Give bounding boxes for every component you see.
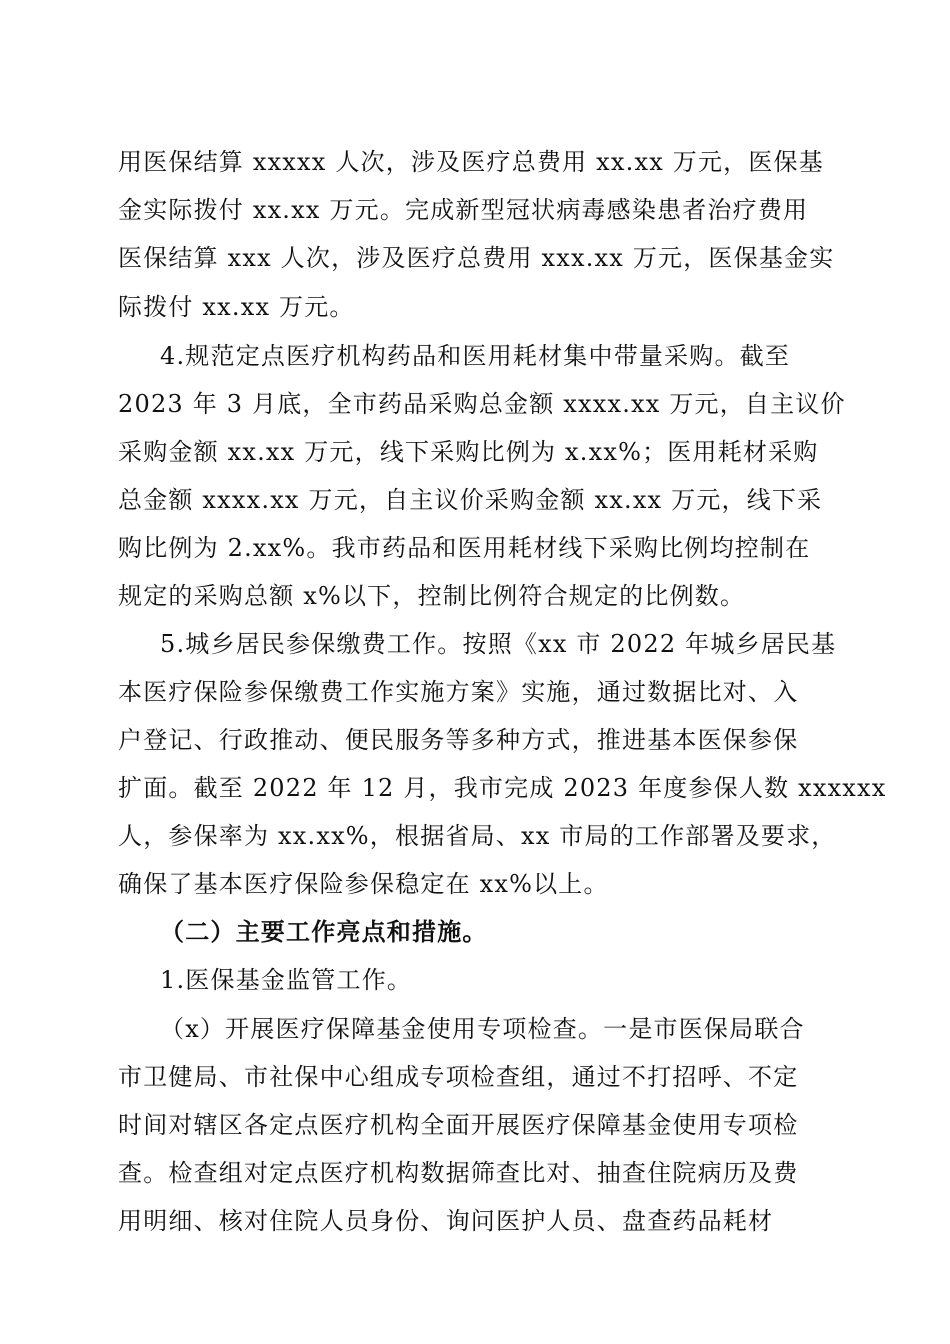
text-line: 本医疗保险参保缴费工作实施方案》实施，通过数据比对、入 bbox=[118, 678, 799, 706]
text-line: 人，参保率为 xx.xx%，根据省局、xx 市局的工作部署及要求， bbox=[118, 822, 837, 850]
text-line: 医保结算 xxx 人次，涉及医疗总费用 xxx.xx 万元，医保基金实 bbox=[118, 244, 835, 272]
text-line: 金实际拨付 xx.xx 万元。完成新型冠状病毒感染患者治疗费用 bbox=[118, 196, 809, 224]
text-line: 2023 年 3 月底，全市药品采购总金额 xxxx.xx 万元，自主议价 bbox=[118, 390, 846, 418]
section-heading: （二）主要工作亮点和措施。 bbox=[160, 917, 488, 946]
text-line: 时间对辖区各定点医疗机构全面开展医疗保障基金使用专项检 bbox=[118, 1111, 799, 1139]
text-line: 用明细、核对住院人员身份、询问医护人员、盘查药品耗材 bbox=[118, 1207, 774, 1235]
text-line: 用医保结算 xxxxx 人次，涉及医疗总费用 xx.xx 万元，医保基 bbox=[118, 148, 824, 176]
text-line: 采购金额 xx.xx 万元，线下采购比例为 x.xx%；医用耗材采购 bbox=[118, 438, 819, 466]
text-line: 查。检查组对定点医疗机构数据筛查比对、抽查住院病历及费 bbox=[118, 1159, 799, 1187]
text-line: 4.规范定点医疗机构药品和医用耗材集中带量采购。截至 bbox=[160, 342, 791, 370]
text-line: 户登记、行政推动、便民服务等多种方式，推进基本医保参保 bbox=[118, 726, 799, 754]
text-line: 确保了基本医疗保险参保稳定在 xx%以上。 bbox=[118, 870, 609, 898]
text-line: 际拨付 xx.xx 万元。 bbox=[118, 293, 355, 321]
subsection-heading: 1.医保基金监管工作。 bbox=[160, 966, 413, 994]
text-line: （x）开展医疗保障基金使用专项检查。一是市医保局联合 bbox=[160, 1015, 805, 1043]
text-line: 市卫健局、市社保中心组成专项检查组，通过不打招呼、不定 bbox=[118, 1063, 799, 1091]
text-line: 总金额 xxxx.xx 万元，自主议价采购金额 xx.xx 万元，线下采 bbox=[118, 486, 823, 514]
text-line: 规定的采购总额 x%以下，控制比例符合规定的比例数。 bbox=[118, 582, 746, 610]
text-line: 扩面。截至 2022 年 12 月，我市完成 2023 年度参保人数 xxxxxx bbox=[118, 774, 887, 802]
text-line: 购比例为 2.xx%。我市药品和医用耗材线下采购比例均控制在 bbox=[118, 534, 811, 562]
text-line: 5.城乡居民参保缴费工作。按照《xx 市 2022 年城乡居民基 bbox=[160, 630, 837, 658]
